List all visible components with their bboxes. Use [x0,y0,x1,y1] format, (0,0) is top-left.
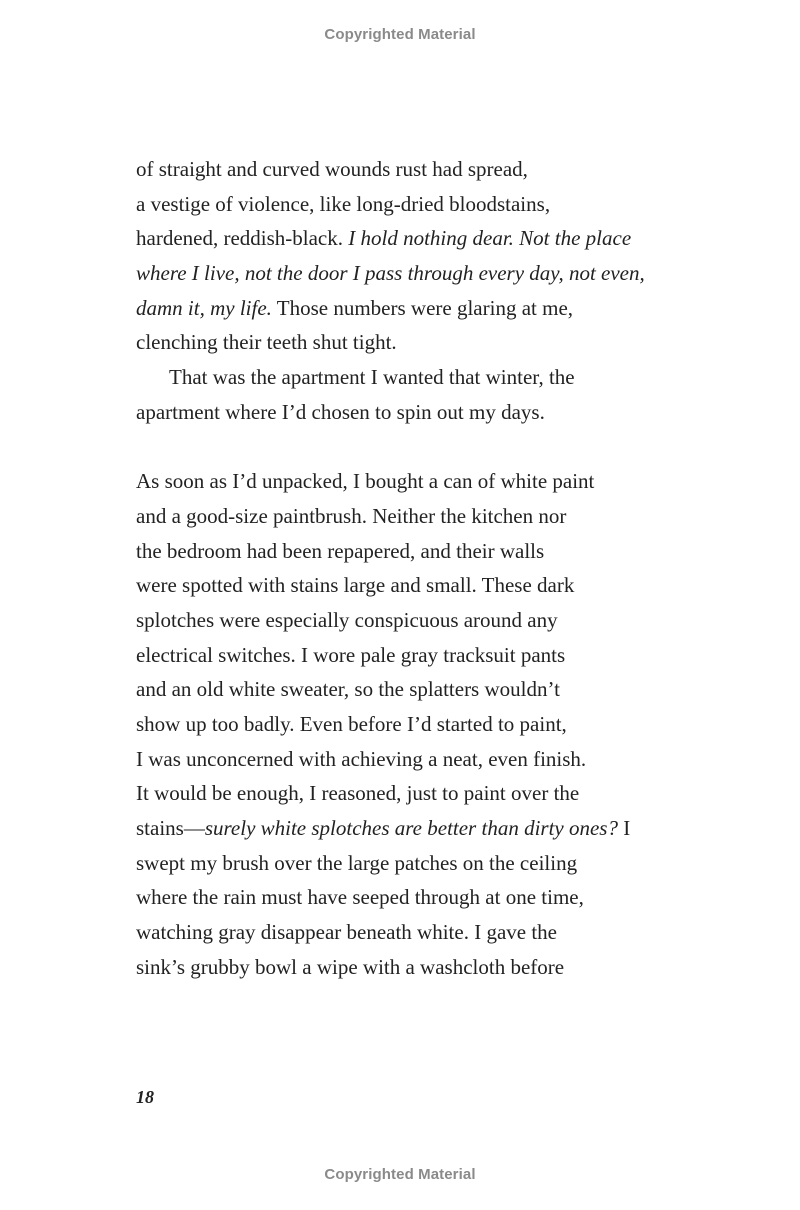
text-line [136,707,696,742]
text-span: I was unconcerned with achieving a neat, even finish. [136,746,587,771]
text-span: were spotted with stains large and small. These dark [136,573,575,598]
italic-text: damn it, my life. [136,295,272,320]
text-span: As soon as I’d unpacked, I bought a can of white paint [136,469,595,494]
text-line [136,568,696,603]
italic-text: surely white splotches are better than dirty ones? [204,816,618,841]
text-span: Those numbers were glaring at me, [271,295,574,320]
text-line [136,811,696,846]
text-line [136,256,696,291]
text-span: That was the apartment I wanted that winter, the [169,365,575,390]
text-span: of straight and curved wounds rust had spread, [136,157,528,181]
text-line [136,742,696,777]
text-line [136,360,696,395]
text-span: show up too badly. Even before I’d started to paint, [136,712,567,736]
text-line [136,776,696,811]
text-span: and an old white sweater, so the splatters wouldn’t [136,677,560,702]
text-span: I [617,816,631,841]
text-span: clenching their teeth shut tight. [136,330,397,355]
text-span: hardened, reddish-black. [136,226,349,251]
text-line [136,187,696,222]
text-span: watching gray disappear beneath white. I gave the [136,920,557,945]
text-line [136,152,696,187]
text-span: apartment where I’d chosen to spin out my days. [136,399,545,424]
italic-text: I hold nothing dear. Not the place [348,226,632,251]
body-text [136,152,696,985]
text-span: stains— [136,816,205,841]
text-line [136,499,696,534]
section-break [136,430,696,465]
text-span: splotches were especially conspicuous around any [136,607,558,632]
text-line [136,846,696,881]
text-line [136,950,696,985]
text-line [136,464,696,499]
text-line [136,672,696,707]
text-line [136,915,696,950]
text-span: a vestige of violence, like long-dried bloodstains, [136,191,551,216]
text-line [136,221,696,256]
text-span: It would be enough, I reasoned, just to paint over the [136,781,580,806]
text-span: swept my brush over the large patches on the ceiling [136,850,578,875]
copyright-watermark-top: Copyrighted Material [324,26,476,43]
text-span: and a good-size paintbrush. Neither the kitchen nor [136,503,567,528]
text-span: where the rain must have seeped through at one time, [136,885,584,910]
text-line [136,638,696,673]
text-line [136,603,696,638]
page-number: 18 [136,1087,154,1107]
text-span: electrical switches. I wore pale gray tracksuit pants [136,642,566,667]
text-line [136,325,696,360]
text-line [136,395,696,430]
copyright-watermark-bottom: Copyrighted Material [324,1166,476,1183]
text-span: sink’s grubby bowl a wipe with a washcloth before [136,954,565,979]
text-span: the bedroom had been repapered, and their walls [136,538,545,563]
text-line [136,534,696,569]
italic-text: where I live, not the door I pass through every day, not even, [136,261,645,286]
text-line [136,291,696,326]
text-line [136,880,696,915]
